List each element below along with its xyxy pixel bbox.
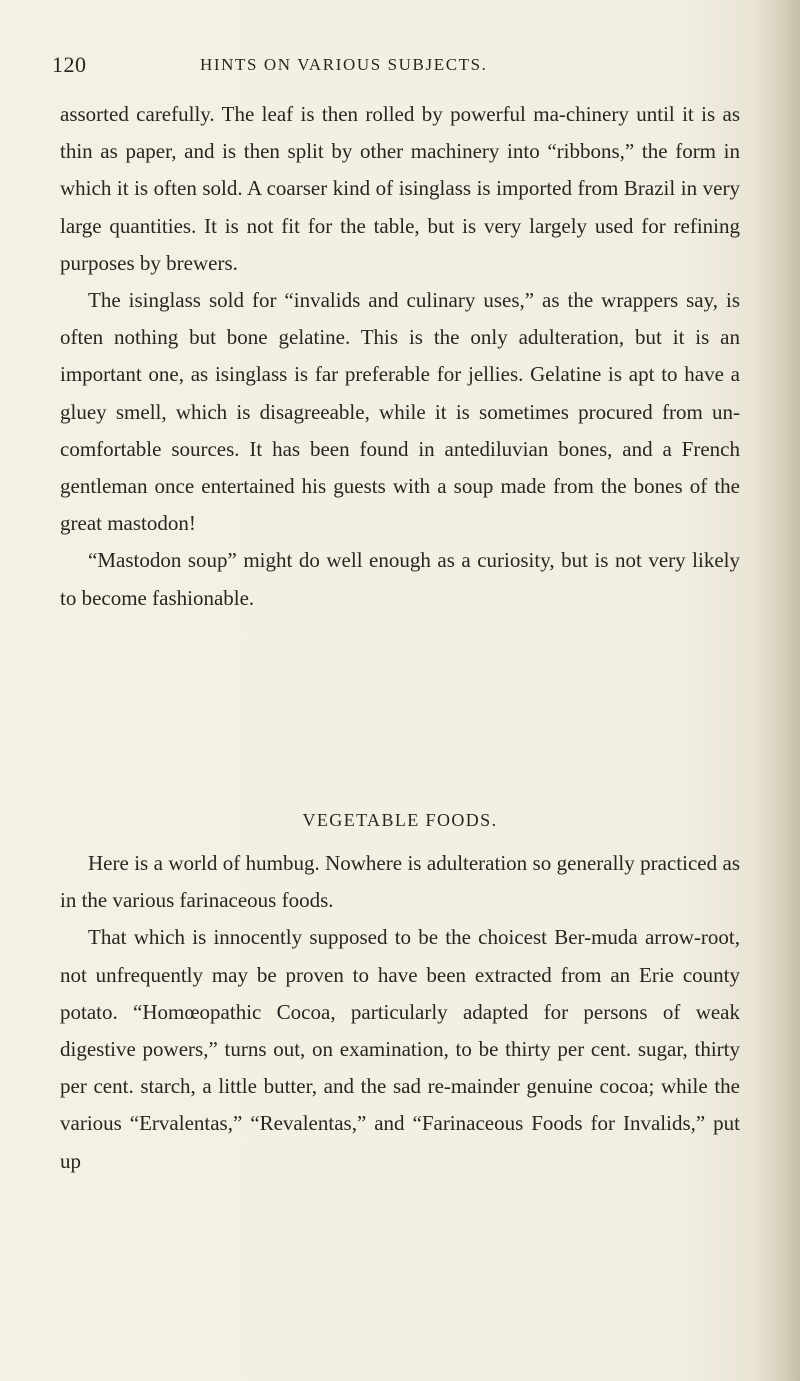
section-heading: VEGETABLE FOODS. xyxy=(302,810,498,830)
paragraph-arrowroot-cocoa: That which is innocently supposed to be the choicest Ber-muda arrow-root, not unfrequently may be proven to have been extracted from an Erie county potato. “Homœopathic Cocoa, particularly adapted for persons of weak digestive powers,” turns out, on examination, to be thirty per cent. sugar, thirty per cent. starch, a little butter, and the sad re-mainder genuine cocoa; while the various “Ervalentas,” “Revalentas,” and “Farinaceous Foods for Invalids,” put up xyxy=(60,925,740,1173)
body-text xyxy=(60,96,740,617)
running-head: HINTS ON VARIOUS SUBJECTS. xyxy=(200,55,488,74)
paragraph-mastodon-soup: “Mastodon soup” might do well enough as a curiosity, but is not very likely to become fashionable. xyxy=(60,548,740,610)
paragraph-isinglass-adulteration: The isinglass sold for “invalids and culinary uses,” as the wrappers say, is often nothing but bone gelatine. This is the only adulteration, but it is an important one, as isinglass is far preferable for jellies. Gelatine is apt to have a gluey smell, which is disagreeable, while it is sometimes procured from un-comfortable sources. It has been found in antediluvian bones, and a French gentleman once entertained his guests with a soup made from the bones of the great mastodon! xyxy=(60,288,740,536)
paragraph-isinglass-rolling: assorted carefully. The leaf is then rolled by powerful ma-chinery until it is as thin as paper, and is then split by other machinery into “ribbons,” the form in which it is often sold. A coarser kind of isinglass is imported from Brazil in very large quantities. It is not fit for the table, but is very largely used for refining purposes by brewers. xyxy=(60,102,740,275)
page-number: 120 xyxy=(52,52,87,77)
paragraph-humbug: Here is a world of humbug. Nowhere is adulteration so generally practiced as in the various farinaceous foods. xyxy=(60,851,740,913)
page-edge-shadow xyxy=(754,0,800,1381)
page-header xyxy=(52,52,692,82)
section-body-text xyxy=(60,845,740,1180)
